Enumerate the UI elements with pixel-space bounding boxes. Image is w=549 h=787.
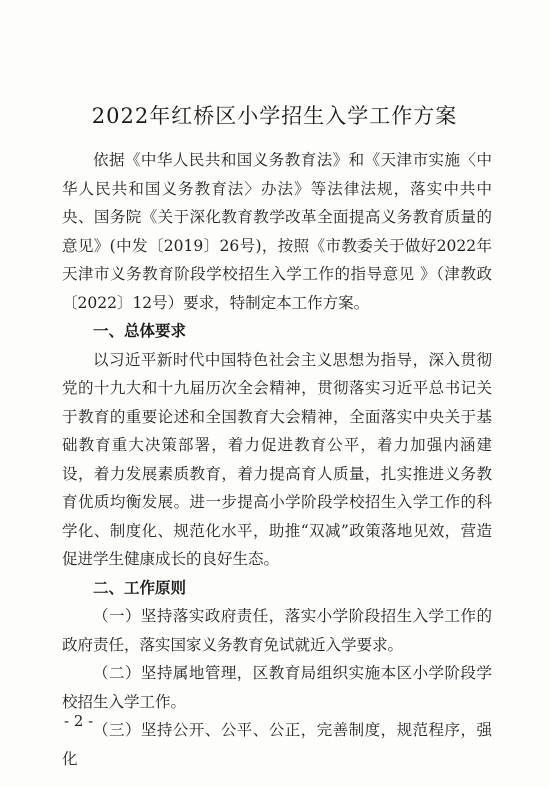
principle-item: （一）坚持落实政府责任，落实小学阶段招生入学工作的政府责任，落实国家义务教育免试就近入学要求。	[62, 607, 492, 654]
general-requirements-paragraph: 以习近平新时代中国特色社会主义思想为指导，深入贯彻党的十九大和十九届历次全会精神，贯彻落实习近平总书记关于教育的重要论述和全国教育大会精神，全面落实中央关于基础教育重大决策部署，着力促进教育公平，着力加强内涵建设，着力发展素质教育，着力提高育人质量，扎实推进义务教育优质均衡发展。进一步提高小学阶段学校招生入学工作的科学化、制度化、规范化水平，助推“双减”政策落地见效，营造促进学生健康成长的良好生态。	[62, 350, 492, 568]
intro-paragraph: 依据《中华人民共和国义务教育法》和《天津市实施〈中华人民共和国义务教育法〉办法》等法律法规，落实中共中央、国务院《关于深化教育教学改革全面提高义务教育质量的意见》(中发〔2019〕26号)，按照《市教委关于做好2022年天津市义务教育阶段学校招生入学工作的指导意见 》（津教政〔2022〕12号）要求，特制定本工作方案。	[62, 151, 492, 312]
section-heading-work-principles: 二、工作原则	[93, 578, 187, 597]
principle-item: （二）坚持属地管理，区教育局组织实施本区小学阶段学校招生入学工作。	[62, 664, 492, 711]
document-title: 2022年红桥区小学招生入学工作方案	[91, 104, 458, 128]
section-heading-general-requirements: 一、总体要求	[93, 322, 187, 340]
page-number: - 2 -	[64, 712, 94, 730]
document-body	[62, 146, 492, 773]
principle-item: （三）坚持公开、公平、公正，完善制度，规范程序，强化	[62, 721, 492, 768]
